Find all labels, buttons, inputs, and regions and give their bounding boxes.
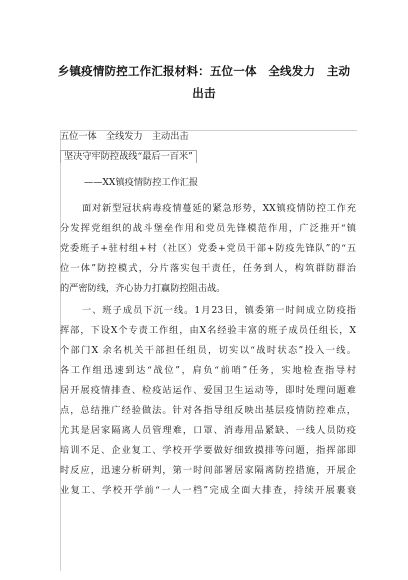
title-line: 出击 <box>192 86 216 100</box>
paragraph-line: 的严密防线，齐心协力打赢防控阻击战。 <box>60 283 226 294</box>
heading-subtitle: ——XX镇疫情防控工作汇报 <box>84 177 199 188</box>
paragraph-line: 点，总结推广经验做法。针对各指导组反映出基层疫情防控难点， <box>60 405 356 416</box>
heading-line: 五位一体 全线发力 主动出击 <box>60 131 189 142</box>
paragraph-line: 各工作组迅速到达“战位”，肩负“前哨”任务，实地检查指导村 <box>60 365 356 376</box>
paragraph-line: 党委班子+驻村组+村（社区）党委+党员干部+防疫先锋队”的“五 <box>60 243 356 254</box>
paragraph-line: 时反应，迅速分析研判，第一时间部署居家隔离防控措施，开展企 <box>60 465 356 476</box>
paragraph-line: 尤其是居家隔离人员管理难，口罩、消毒用品紧缺、一线人员防疫 <box>60 425 356 436</box>
title-line: 乡镇疫情防控工作汇报材料：五位一体 全线发力 主动 <box>57 64 351 78</box>
document-title <box>52 60 356 104</box>
paragraph-line: 面对新型冠状病毒疫情蔓延的紧急形势，XX镇疫情防控工作充 <box>82 203 356 214</box>
paragraph-line: 业复工、学校开学前“一人一档”完成全面大排查，持续开展裹衰 <box>60 485 356 496</box>
paragraph-line: 一、班子成员下沉一线。1月23日，镇委第一时间成立防疫指 <box>82 305 356 316</box>
paragraph-line: 培训不足、企业复工、学校开学要做好细致摸排等问题，指挥部即 <box>60 445 356 456</box>
heading-highlight: 坚决守牢防控战线“最后一百米” <box>60 150 197 163</box>
paragraph-line: 位一体”防控模式，分片落实包干责任，任务到人，构筑群防群治 <box>60 263 356 274</box>
paragraph-line: 挥部，下设X个专责工作组，由X名经验丰富的班子成员任组长，X <box>60 325 356 336</box>
paragraph-line: 个部门X 余名机关干部担任组员，切实以“战时状态”投入一线。 <box>60 345 356 356</box>
paragraph-line: 居开展疫情排查、检疫站运作、爱国卫生运动等，即时处理问题难 <box>60 385 356 396</box>
heading-line <box>60 150 356 163</box>
paragraph-line: 分发挥党组织的战斗堡垒作用和党员先锋模范作用，广泛推开“镇 <box>60 223 356 234</box>
